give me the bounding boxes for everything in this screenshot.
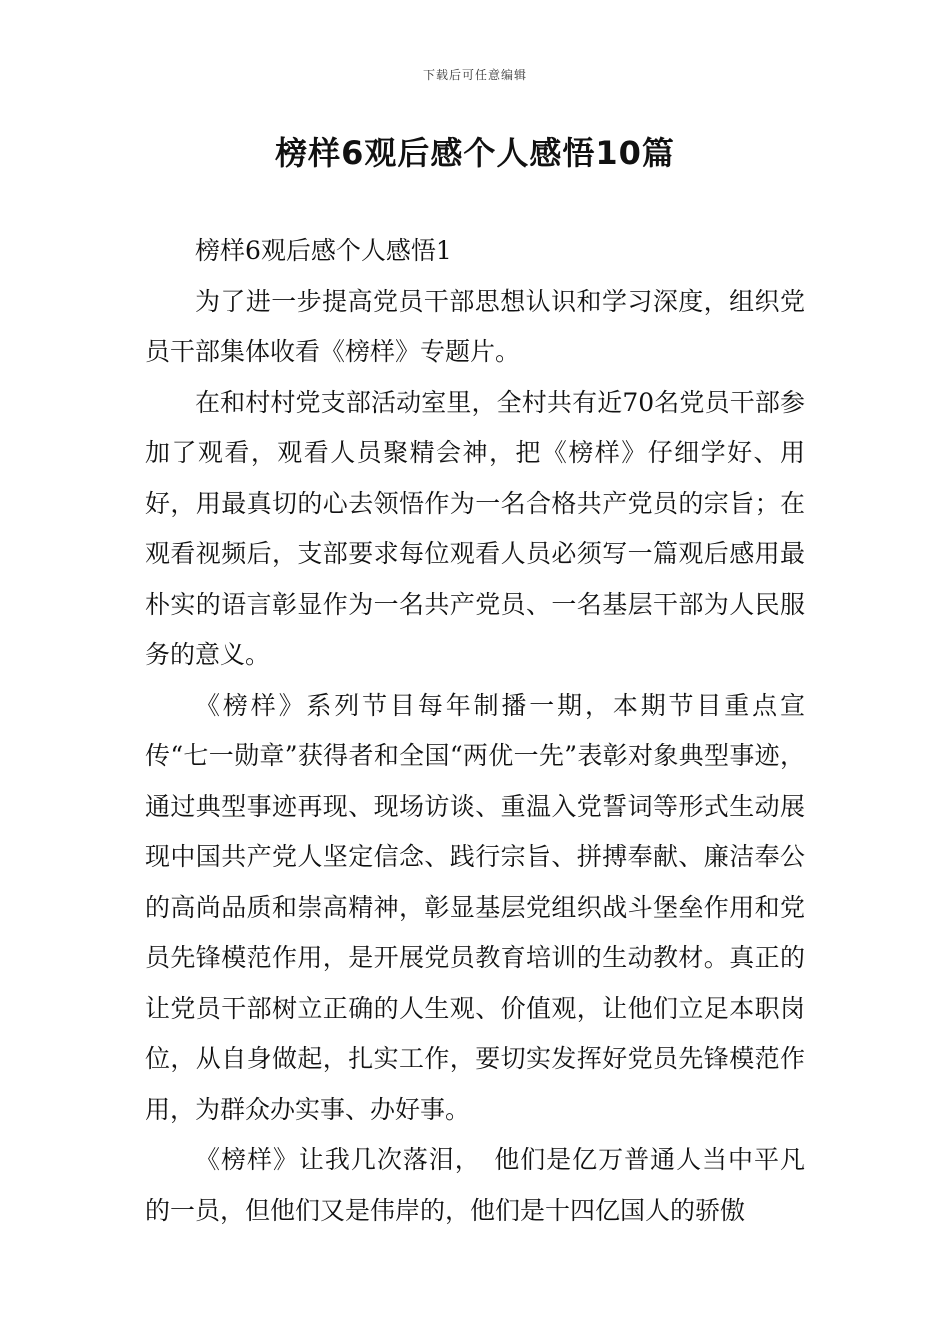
paragraph: 为了进一步提高党员干部思想认识和学习深度，组织党员干部集体收看《榜样》专题片。	[145, 286, 805, 366]
paragraph: 《榜样》系列节目每年制播一期，本期节目重点宣传“七一勋章”获得者和全国“两优一先”表彰对象典型事迹，通过典型事迹再现、现场访谈、重温入党誓词等形式生动展现中国共产党人坚定信念、践行宗旨、拼搏奉献、廉洁奉公的高尚品质和崇高精神，彰显基层党组织战斗堡垒作用和党员先锋模范作用，是开展党员教育培训的生动教材。真正的让党员干部树立正确的人生观、价值观，让他们立足本职岗位，从自身做起，扎实工作，要切实发挥好党员先锋模范作用，为群众办实事、办好事。	[145, 690, 805, 1124]
document-title: 榜样6观后感个人感悟10篇	[275, 134, 675, 172]
paragraph: 在和村村党支部活动室里，全村共有近70名党员干部参加了观看，观看人员聚精会神，把《榜样》仔细学好、用好，用最真切的心去领悟作为一名合格共产党员的宗旨；在观看视频后，支部要求每位观看人员必须写一篇观后感用最朴实的语言彰显作为一名共产党员、一名基层干部为人民服务的意义。	[145, 387, 805, 669]
section-heading: 榜样6观后感个人感悟1	[195, 236, 452, 265]
document-body	[145, 226, 805, 1236]
paragraph: 《榜样》让我几次落泪， 他们是亿万普通人当中平凡的一员，但他们又是伟岸的，他们是十四亿国人的骄傲	[145, 1145, 805, 1225]
header-note: 下载后可任意编辑	[422, 68, 527, 82]
